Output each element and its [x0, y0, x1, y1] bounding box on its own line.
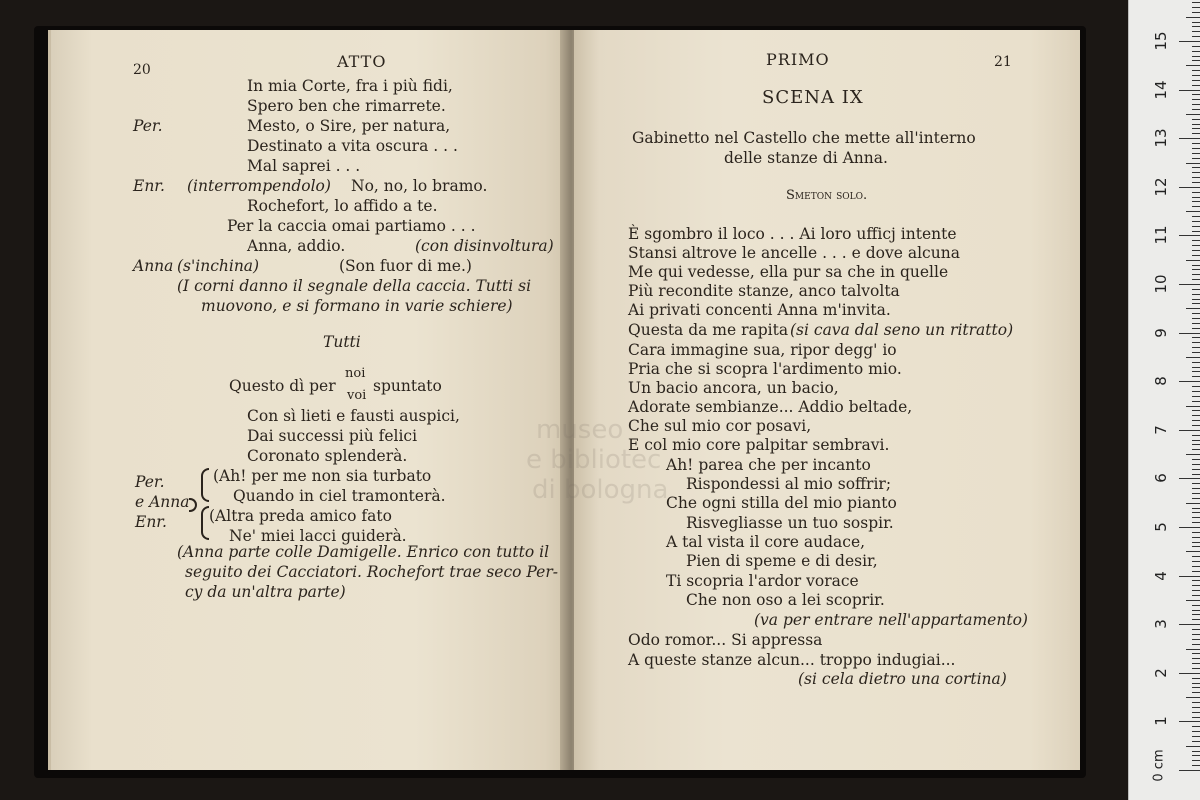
ruler-tick — [1192, 614, 1200, 615]
ruler-tick — [1192, 717, 1200, 718]
ruler-tick — [1192, 556, 1200, 557]
verse-line: E col mio core palpitar sembravi. — [628, 436, 890, 454]
stage-direction: (s'inchina) — [177, 257, 260, 275]
ruler-tick — [1179, 770, 1200, 771]
page-number-left: 20 — [133, 62, 151, 78]
verse-line: Questa da me rapita — [628, 321, 789, 339]
stage-direction: (con disinvoltura) — [415, 237, 554, 255]
ruler-tick — [1186, 308, 1200, 309]
ruler-tick — [1192, 692, 1200, 693]
ruler-number: 1 — [1152, 716, 1170, 727]
ruler-tick — [1186, 406, 1200, 407]
ruler-tick — [1192, 508, 1200, 509]
stage-direction: seguito dei Cacciatori. Rochefort trae seco Per- — [185, 563, 558, 581]
ruler-tick — [1192, 201, 1200, 202]
ruler-tick — [1179, 381, 1200, 382]
ruler-tick — [1192, 182, 1200, 183]
verse-line: Che ogni stilla del mio pianto — [666, 494, 897, 512]
speaker-percy: Per. — [133, 117, 163, 135]
ruler-tick — [1192, 153, 1200, 154]
ruler-tick — [1192, 741, 1200, 742]
ruler-tick — [1192, 542, 1200, 543]
speaker-anna: Anna — [133, 257, 174, 275]
ruler-tick — [1192, 347, 1200, 348]
ruler-tick — [1192, 2, 1200, 3]
ruler-tick — [1192, 177, 1200, 178]
verse-line: Che non oso a lei scoprir. — [686, 591, 885, 609]
stage-direction: (Anna parte colle Damigelle. Enrico con tutto il — [177, 543, 550, 561]
ruler-tick — [1192, 459, 1200, 460]
ruler-tick — [1192, 493, 1200, 494]
verse-line: Coronato splenderà. — [247, 447, 408, 465]
ruler-number: 7 — [1152, 425, 1170, 435]
ruler-number: 11 — [1152, 225, 1170, 245]
ruler-tick — [1192, 401, 1200, 402]
ruler-tick — [1179, 721, 1200, 722]
verse-line: Quando in ciel tramonterà. — [233, 487, 446, 505]
ruler-tick — [1192, 240, 1200, 241]
ruler-tick — [1192, 435, 1200, 436]
stage-direction: (si cava dal seno un ritratto) — [790, 321, 1014, 339]
ruler-number: 13 — [1152, 128, 1170, 148]
ruler-number: 14 — [1152, 80, 1170, 100]
ruler-tick — [1192, 532, 1200, 533]
ruler-tick — [1192, 755, 1200, 756]
ruler-tick — [1192, 619, 1200, 620]
ruler-tick — [1192, 449, 1200, 450]
ruler-tick — [1186, 600, 1200, 601]
ruler-tick — [1192, 299, 1200, 300]
ruler-tick — [1192, 221, 1200, 222]
ruler-tick — [1192, 410, 1200, 411]
verse-line: Mal saprei . . . — [247, 157, 361, 175]
brace — [189, 498, 197, 512]
verse-line: Un bacio ancora, un bacio, — [628, 379, 839, 397]
stage-direction: muovono, e si formano in varie schiere) — [201, 297, 513, 315]
ruler-tick — [1192, 303, 1200, 304]
ruler-tick — [1192, 425, 1200, 426]
ruler-tick — [1192, 440, 1200, 441]
ruler-tick — [1192, 731, 1200, 732]
ruler-tick — [1192, 663, 1200, 664]
ruler-tick — [1192, 318, 1200, 319]
ruler-tick — [1192, 707, 1200, 708]
ruler-tick — [1192, 99, 1200, 100]
brace — [201, 506, 209, 540]
left-page — [48, 30, 571, 770]
ruler-tick — [1192, 687, 1200, 688]
ruler-tick — [1192, 639, 1200, 640]
ruler-tick — [1179, 284, 1200, 285]
scene-title: SCENA IX — [762, 87, 864, 108]
stage-direction: (si cela dietro una cortina) — [798, 670, 1007, 688]
verse-line: Anna, addio. — [247, 237, 346, 255]
verse-line: Cara immagine sua, ripor degg' io — [628, 341, 897, 359]
verse-line: (Altra preda amico fato — [209, 507, 392, 525]
ruler-tick — [1192, 226, 1200, 227]
ruler-tick — [1192, 85, 1200, 86]
ruler-number: 12 — [1152, 177, 1170, 197]
running-head-left: ATTO — [337, 52, 387, 71]
ruler-tick — [1192, 444, 1200, 445]
ruler-tick — [1192, 517, 1200, 518]
ruler-tick — [1192, 313, 1200, 314]
verse-line: (Son fuor di me.) — [339, 257, 472, 275]
verse-line: A queste stanze alcun... troppo indugiai... — [628, 651, 956, 669]
ruler-tick — [1186, 163, 1200, 164]
verse-line: Più recondite stanze, anco talvolta — [628, 282, 900, 300]
ruler-tick — [1186, 17, 1200, 18]
verse-line: A tal vista il core audace, — [666, 533, 866, 551]
ruler-tick — [1186, 551, 1200, 552]
ruler-tick — [1192, 644, 1200, 645]
ruler-tick — [1192, 653, 1200, 654]
ruler-tick — [1192, 158, 1200, 159]
ruler-tick — [1186, 357, 1200, 358]
ruler-tick — [1192, 585, 1200, 586]
ruler-tick — [1192, 216, 1200, 217]
ruler-number: 10 — [1152, 274, 1170, 294]
ruler-tick — [1179, 90, 1200, 91]
library-watermark — [520, 415, 668, 505]
ruler-tick — [1192, 148, 1200, 149]
verse-line: No, no, lo bramo. — [351, 177, 488, 195]
stacked-noi: noi — [345, 366, 366, 381]
ruler-tick — [1192, 488, 1200, 489]
verse-line: Ai privati concenti Anna m'invita. — [628, 301, 891, 319]
verse-line: spuntato — [373, 377, 442, 395]
ruler-unit-label: 0 cm — [1151, 749, 1167, 782]
ruler-tick — [1186, 503, 1200, 504]
ruler-tick — [1186, 649, 1200, 650]
ruler-tick — [1192, 362, 1200, 363]
ruler-tick — [1192, 474, 1200, 475]
ruler-tick — [1192, 396, 1200, 397]
verse-line: Pien di speme e di desir, — [686, 552, 878, 570]
ruler-tick — [1192, 245, 1200, 246]
verse-line: Che sul mio cor posavi, — [628, 417, 812, 435]
ruler-tick — [1192, 610, 1200, 611]
ruler-tick — [1192, 36, 1200, 37]
ruler-tick — [1192, 352, 1200, 353]
verse-line: Destinato a vita oscura . . . — [247, 137, 458, 155]
stage-direction: cy da un'altra parte) — [185, 583, 346, 601]
ruler-tick — [1179, 41, 1200, 42]
ruler-tick — [1192, 371, 1200, 372]
ruler-tick — [1192, 634, 1200, 635]
watermark-line: e bibliotec — [526, 445, 662, 475]
verse-line: Mesto, o Sire, per natura, — [247, 117, 451, 135]
ruler-tick — [1192, 629, 1200, 630]
verse-line: Ti scopria l'ardor vorace — [666, 572, 859, 590]
ruler-number: 5 — [1152, 522, 1170, 532]
ruler-tick — [1179, 187, 1200, 188]
ruler-tick — [1186, 65, 1200, 66]
ruler-tick — [1192, 736, 1200, 737]
ruler-tick — [1192, 231, 1200, 232]
ruler-tick — [1192, 167, 1200, 168]
verse-line: Odo romor... Si appressa — [628, 631, 823, 649]
ruler-tick — [1192, 561, 1200, 562]
chorus-heading: Tutti — [323, 333, 361, 351]
ruler-tick — [1192, 46, 1200, 47]
stage-direction: (interrompendolo) — [187, 177, 331, 195]
ruler-tick — [1179, 235, 1200, 236]
ruler-tick — [1192, 702, 1200, 703]
ruler-tick — [1192, 143, 1200, 144]
ruler-tick — [1192, 128, 1200, 129]
right-page — [574, 30, 1080, 770]
ruler-tick — [1192, 7, 1200, 8]
verse-line: Rispondessi al mio soffrir; — [686, 475, 892, 493]
ruler-tick — [1186, 260, 1200, 261]
speaker-enrico: Enr. — [135, 513, 167, 531]
ruler-tick — [1186, 697, 1200, 698]
ruler-tick — [1192, 206, 1200, 207]
ruler-tick — [1192, 80, 1200, 81]
ruler-tick — [1192, 678, 1200, 679]
ruler-tick — [1192, 712, 1200, 713]
ruler-number: 9 — [1152, 327, 1170, 338]
ruler-tick — [1192, 31, 1200, 32]
verse-line: Con sì lieti e fausti auspici, — [247, 407, 460, 425]
ruler-tick — [1192, 197, 1200, 198]
verse-line: Pria che si scopra l'ardimento mio. — [628, 360, 902, 378]
ruler-tick — [1192, 415, 1200, 416]
ruler-tick — [1192, 274, 1200, 275]
ruler-tick — [1192, 605, 1200, 606]
ruler-tick — [1192, 566, 1200, 567]
ruler-tick — [1192, 512, 1200, 513]
ruler-tick — [1179, 478, 1200, 479]
ruler-tick — [1192, 255, 1200, 256]
ruler-tick — [1192, 133, 1200, 134]
ruler-tick — [1192, 22, 1200, 23]
ruler-tick — [1186, 746, 1200, 747]
ruler-number: 15 — [1152, 31, 1170, 51]
verse-line: Dai successi più felici — [247, 427, 418, 445]
ruler-tick — [1186, 114, 1200, 115]
ruler-tick — [1192, 269, 1200, 270]
ruler-tick — [1192, 289, 1200, 290]
ruler-tick — [1192, 522, 1200, 523]
ruler-tick — [1192, 124, 1200, 125]
ruler-tick — [1192, 60, 1200, 61]
ruler-tick — [1192, 386, 1200, 387]
ruler-tick — [1192, 595, 1200, 596]
verse-line: Risvegliasse un tuo sospir. — [686, 514, 894, 532]
brace — [201, 468, 209, 502]
watermark-line: museo — [536, 415, 624, 445]
ruler-number: 3 — [1152, 619, 1170, 629]
ruler-tick — [1192, 571, 1200, 572]
verse-line: Per la caccia omai partiamo . . . — [227, 217, 476, 235]
ruler-tick — [1192, 760, 1200, 761]
ruler-tick — [1192, 94, 1200, 95]
verse-line: Adorate sembianze... Addio beltade, — [628, 398, 913, 416]
ruler-tick — [1192, 469, 1200, 470]
ruler-tick — [1179, 430, 1200, 431]
verse-line: Ah! parea che per incanto — [666, 456, 871, 474]
scene-setting: delle stanze di Anna. — [724, 149, 888, 167]
verse-line: In mia Corte, fra i più fidi, — [247, 77, 453, 95]
ruler-tick — [1192, 420, 1200, 421]
ruler-tick — [1192, 109, 1200, 110]
ruler-tick — [1192, 391, 1200, 392]
ruler-tick — [1179, 624, 1200, 625]
ruler-tick — [1192, 337, 1200, 338]
character-name: Smeton solo. — [786, 188, 868, 203]
verse-line: (Ah! per me non sia turbato — [213, 467, 432, 485]
stage-direction: (va per entrare nell'appartamento) — [754, 611, 1028, 629]
ruler-tick — [1192, 498, 1200, 499]
watermark-line: di bologna — [532, 475, 669, 505]
ruler-tick — [1192, 279, 1200, 280]
ruler-tick — [1186, 454, 1200, 455]
verse-line: Rochefort, lo affido a te. — [247, 197, 438, 215]
ruler-tick — [1192, 537, 1200, 538]
verse-line: Stansi altrove le ancelle . . . e dove alcuna — [628, 244, 960, 262]
ruler-tick — [1192, 683, 1200, 684]
ruler-tick — [1192, 70, 1200, 71]
ruler-tick — [1192, 546, 1200, 547]
ruler-tick — [1192, 726, 1200, 727]
speaker-percy: Per. — [135, 473, 165, 491]
ruler-tick — [1192, 580, 1200, 581]
ruler-tick — [1179, 333, 1200, 334]
verse-line: Ne' miei lacci guiderà. — [229, 527, 407, 545]
ruler-tick — [1192, 323, 1200, 324]
ruler-tick — [1179, 673, 1200, 674]
ruler-tick — [1192, 658, 1200, 659]
ruler-tick — [1192, 51, 1200, 52]
ruler-tick — [1192, 265, 1200, 266]
running-head-right: PRIMO — [766, 50, 830, 69]
ruler-tick — [1192, 12, 1200, 13]
ruler-tick — [1192, 56, 1200, 57]
ruler-tick — [1192, 483, 1200, 484]
ruler-tick — [1192, 119, 1200, 120]
stage-direction: (I corni danno il segnale della caccia. Tutti si — [177, 277, 532, 295]
ruler-tick — [1192, 104, 1200, 105]
ruler-tick — [1192, 75, 1200, 76]
verse-line: Spero ben che rimarrete. — [247, 97, 446, 115]
verse-line: Questo dì per — [229, 377, 336, 395]
ruler-tick — [1179, 576, 1200, 577]
ruler-tick — [1192, 192, 1200, 193]
ruler-tick — [1192, 342, 1200, 343]
ruler-number: 4 — [1152, 570, 1170, 581]
ruler-tick — [1192, 172, 1200, 173]
ruler-number: 2 — [1152, 668, 1170, 678]
ruler-tick — [1192, 464, 1200, 465]
verse-line: Me qui vedesse, ella pur sa che in quelle — [628, 263, 949, 281]
ruler-number: 8 — [1152, 376, 1170, 386]
ruler-tick — [1192, 328, 1200, 329]
speaker-enrico: Enr. — [133, 177, 165, 195]
ruler-tick — [1192, 376, 1200, 377]
ruler-number: 6 — [1152, 473, 1170, 484]
ruler-tick — [1192, 590, 1200, 591]
measurement-ruler — [1128, 0, 1200, 800]
ruler-tick — [1192, 765, 1200, 766]
ruler-tick — [1192, 367, 1200, 368]
ruler-tick — [1192, 294, 1200, 295]
scene-setting: Gabinetto nel Castello che mette all'interno — [632, 129, 976, 147]
verse-line: È sgombro il loco . . . Ai loro ufficj intente — [628, 225, 957, 243]
ruler-tick — [1192, 250, 1200, 251]
ruler-tick — [1179, 527, 1200, 528]
page-number-right: 21 — [994, 54, 1012, 70]
speaker-anna: e Anna — [135, 493, 190, 511]
stacked-voi: voi — [347, 388, 367, 403]
ruler-tick — [1192, 668, 1200, 669]
ruler-tick — [1192, 26, 1200, 27]
ruler-tick — [1192, 751, 1200, 752]
ruler-tick — [1186, 211, 1200, 212]
ruler-tick — [1179, 138, 1200, 139]
